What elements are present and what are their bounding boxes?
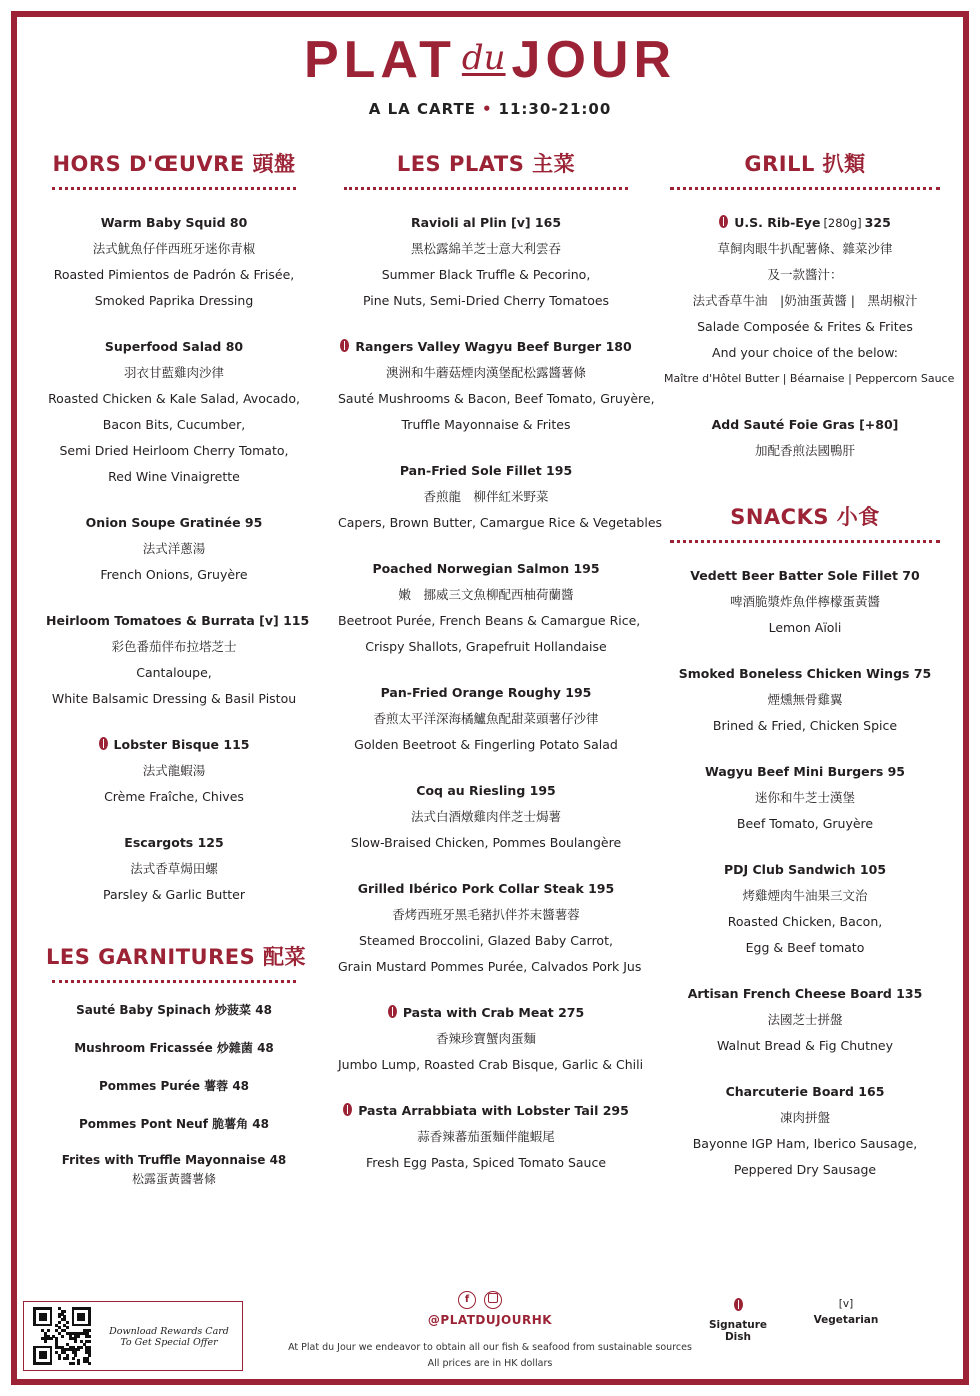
menu-item-line: Peppered Dry Sausage (733, 1162, 877, 1177)
menu-item-line: French Onions, Gruyère (100, 567, 248, 582)
menu-item-line: 香烤西班牙黑毛豬扒伴芥末醬薯蓉 (392, 907, 580, 922)
section-heading-garnitures: LES GARNITURES 配菜 (46, 945, 307, 969)
menu-item-title: Escargots 125 (124, 835, 224, 850)
menu-item-line: Maître d'Hôtel Butter | Béarnaise | Peppercorn Sauce (664, 372, 955, 385)
menu-item-line: Sauté Mushrooms & Bacon, Beef Tomato, Gruyère, (338, 391, 655, 406)
menu-item (46, 732, 302, 810)
dotted-divider (52, 980, 296, 983)
dotted-divider (52, 187, 296, 190)
menu-item-name (46, 830, 302, 856)
facebook-glyph: f (464, 1294, 470, 1305)
menu-item-name (664, 412, 946, 438)
menu-item (338, 1000, 644, 1078)
menu-item-line: 香辣珍寶蟹肉蛋麵 (435, 1031, 536, 1046)
menu-item (338, 1098, 634, 1176)
menu-item-line: Parsley & Garlic Butter (103, 887, 245, 902)
menu-item-name (338, 1000, 634, 1026)
menu-item-line: 法式龍蝦湯 (142, 763, 206, 778)
menu-item-title: Lobster Bisque 115 (113, 737, 250, 752)
list-item: Mushroom Fricassée 炒雜菌 48 (74, 1041, 274, 1055)
menu-item-line: Roasted Chicken, Bacon, (727, 914, 883, 929)
menu-item-name (46, 334, 302, 360)
menu-item-name (664, 759, 946, 785)
menu-item-line: Summer Black Truffle & Pecorino, (381, 267, 591, 282)
menu-item-name (338, 210, 634, 236)
menu-item-name (338, 680, 634, 706)
menu-item-line: Bacon Bits, Cucumber, (102, 417, 246, 432)
menu-item-line: 黑松露綿羊芝士意大利雲吞 (410, 241, 561, 256)
menu-item-line: 法式白酒燉雞肉伴芝士焗薯 (410, 809, 561, 824)
menu-item-title: Pan-Fried Sole Fillet 195 (399, 463, 573, 478)
menu-item-line: Red Wine Vinaigrette (108, 469, 240, 484)
column-les-plats (338, 145, 663, 1176)
menu-item-name (664, 857, 946, 883)
menu-item-line: Roasted Chicken & Kale Salad, Avocado, (48, 391, 300, 406)
menu-item-title: Wagyu Beef Mini Burgers 95 (704, 764, 906, 779)
menu-item-name (664, 981, 946, 1007)
legend-signature-label: Signature Dish (708, 1319, 768, 1343)
menu-item-line: Slow-Braised Chicken, Pommes Boulangère (350, 835, 622, 850)
menu-item-line: 彩色番茄伴布拉塔芝士 (111, 639, 237, 654)
menu-item-title: Smoked Boneless Chicken Wings 75 (678, 666, 932, 681)
menu-item-name (46, 732, 302, 758)
menu-item (46, 334, 302, 490)
dotted-divider (670, 540, 940, 543)
menu-item-line: 及一款醬汁： (767, 267, 843, 282)
legend-signature (696, 1298, 780, 1343)
menu-item (338, 876, 642, 980)
menu-item-title: Warm Baby Squid 80 (100, 215, 248, 230)
prices-note: All prices are in HK dollars (427, 1358, 553, 1369)
menu-item-line: Steamed Broccolini, Glazed Baby Carrot, (359, 933, 613, 948)
menu-item-title: U.S. Rib-Eye (734, 215, 821, 230)
menu-item-line: 香煎太平洋深海橘鱸魚配甜菜頭薯仔沙律 (373, 711, 599, 726)
menu-item-title: Grilled Ibérico Pork Collar Steak 195 (357, 881, 615, 896)
a-la-carte-label: A LA CARTE (368, 100, 476, 118)
menu-item-line: 迷你和牛芝士漢堡 (754, 790, 855, 805)
separator-dot: • (481, 100, 493, 118)
menu-item-line: 法國芝士拼盤 (767, 1012, 843, 1027)
vegetarian-mark: [v] (838, 1298, 854, 1310)
menu-item-line: White Balsamic Dressing & Basil Pistou (51, 691, 297, 706)
rewards-line-2: To Get Special Offer (120, 1337, 218, 1348)
signature-dish-icon (719, 215, 728, 228)
signature-dish-icon (343, 1103, 352, 1116)
facebook-icon[interactable] (458, 1291, 476, 1309)
menu-item (338, 556, 641, 660)
menu-item-line: 法式魷魚仔伴西班牙迷你青椒 (92, 241, 256, 256)
menu-item-price: 325 (864, 215, 891, 230)
menu-item-line: 草飼肉眼牛扒配薯條、雜菜沙律 (717, 241, 893, 256)
legend-vegetarian (808, 1298, 884, 1326)
menu-item-line: Beetroot Purée, French Beans & Camargue Rice, (338, 613, 641, 628)
menu-item-line: Crispy Shallots, Grapefruit Hollandaise (365, 639, 607, 654)
menu-item-line: Lemon Aïoli (768, 620, 842, 635)
signature-dish-icon (734, 1298, 743, 1311)
list-item-zh: 松露蛋黃醬薯條 (131, 1172, 216, 1186)
menu-item-line: 香煎龍 柳伴紅米野菜 (423, 489, 549, 504)
signature-dish-icon (388, 1005, 397, 1018)
menu-item-line: Bayonne IGP Ham, Iberico Sausage, (692, 1136, 918, 1151)
column-grill-snacks (664, 145, 955, 1183)
menu-item-title: Heirloom Tomatoes & Burrata [v] 115 (46, 613, 310, 628)
menu-item-title: Pasta with Crab Meat 275 (402, 1005, 585, 1020)
service-hours (0, 100, 980, 118)
column-hors-doeuvre (46, 145, 310, 1189)
menu-item-line: 煙燻無骨雞翼 (767, 692, 843, 707)
menu-item-name (338, 458, 634, 484)
title-du: du (461, 38, 506, 78)
menu-item-title: Pan-Fried Orange Roughy 195 (380, 685, 592, 700)
social-handle[interactable]: @PLATDUJOURHK (427, 1313, 553, 1327)
garnitures-list (46, 991, 302, 1189)
menu-item-title: Ravioli al Plin [v] 165 (410, 215, 562, 230)
rewards-card-box[interactable] (23, 1301, 243, 1371)
menu-item-name (664, 563, 946, 589)
menu-item-name (46, 510, 302, 536)
menu-item-line: Salade Composée & Frites & Frites (697, 319, 913, 334)
menu-item-title: PDJ Club Sandwich 105 (723, 862, 887, 877)
menu-item-line: 烤雞煙肉牛油果三文治 (742, 888, 868, 903)
menu-item-line: 法式香草牛油 |奶油蛋黃醬 | 黑胡椒汁 (692, 293, 918, 308)
menu-item-line: Smoked Paprika Dressing (94, 293, 254, 308)
menu-item-title: Coq au Riesling 195 (416, 783, 556, 798)
menu-item-line: Grain Mustard Pommes Purée, Calvados Pork Jus (338, 959, 642, 974)
dotted-divider (344, 187, 628, 190)
menu-item-title: Onion Soupe Gratinée 95 (85, 515, 263, 530)
menu-item-line: 嫩 挪威三文魚柳配西柚荷蘭醬 (398, 587, 574, 602)
menu-item-line: 啤酒脆漿炸魚伴檸檬蛋黃醬 (729, 594, 880, 609)
menu-item (664, 759, 946, 837)
menu-item-line: Beef Tomato, Gruyère (736, 816, 874, 831)
section-heading-hors-doeuvre: HORS D'ŒUVRE 頭盤 (52, 152, 296, 176)
signature-dish-icon (340, 339, 349, 352)
snacks-list (664, 563, 946, 1183)
menu-item-line: Capers, Brown Butter, Camargue Rice & Vegetables (338, 515, 663, 530)
menu-item (338, 334, 655, 438)
list-item: Pommes Pont Neuf 脆薯角 48 (78, 1117, 269, 1131)
menu-item-line: 法式香草焗田螺 (130, 861, 218, 876)
menu-item (338, 778, 634, 856)
page-title (0, 30, 980, 96)
instagram-glyph (488, 1293, 498, 1303)
menu-item-name (338, 1098, 634, 1124)
menu-item-line: Crème Fraîche, Chives (104, 789, 244, 804)
menu-item-name (338, 876, 634, 902)
menu-item-name (664, 661, 946, 687)
menu-item-line: Semi Dried Heirloom Cherry Tomato, (59, 443, 289, 458)
menu-item-title: Rangers Valley Wagyu Beef Burger 180 (355, 339, 632, 354)
hors-doeuvre-list (46, 210, 310, 908)
menu-item-title: Add Sauté Foie Gras [+80] (711, 417, 899, 432)
menu-item (338, 210, 634, 314)
menu-item-line: And your choice of the below: (712, 345, 898, 360)
menu-item-name (338, 778, 634, 804)
menu-item-title: Superfood Salad 80 (104, 339, 244, 354)
title-jour: JOUR (511, 31, 677, 89)
menu-item (46, 210, 302, 314)
menu-item-line: 羽衣甘藍雞肉沙律 (123, 365, 224, 380)
menu-item (338, 680, 634, 758)
section-heading-grill: GRILL 扒類 (744, 152, 866, 176)
menu-item-title: Vedett Beer Batter Sole Fillet 70 (690, 568, 920, 583)
menu-item-line: Brined & Fried, Chicken Spice (712, 718, 898, 733)
menu-item-title: Artisan French Cheese Board 135 (687, 986, 923, 1001)
instagram-icon[interactable] (484, 1291, 502, 1309)
menu-item-line: Cantaloupe, (136, 665, 212, 680)
menu-item-title: Charcuterie Board 165 (725, 1084, 885, 1099)
menu-item-title: Pasta Arrabbiata with Lobster Tail 295 (358, 1103, 629, 1118)
legend-vegetarian-label: Vegetarian (813, 1314, 879, 1326)
menu-item (664, 857, 946, 961)
menu-item-line: 法式洋蔥湯 (142, 541, 206, 556)
menu-item-line: Jumbo Lump, Roasted Crab Bisque, Garlic & Chili (338, 1057, 644, 1072)
menu-item-name (338, 556, 634, 582)
list-item-name: Frites with Truffle Mayonnaise 48 (61, 1153, 287, 1167)
menu-item-line: Roasted Pimientos de Padrón & Frisée, (53, 267, 295, 282)
qr-code-icon[interactable] (33, 1307, 91, 1365)
menu-item (664, 210, 955, 392)
menu-item-title: Poached Norwegian Salmon 195 (372, 561, 600, 576)
menu-item (46, 510, 302, 588)
list-item (46, 1151, 302, 1189)
menu-item (46, 608, 310, 712)
menu-item-line: Walnut Bread & Fig Chutney (717, 1038, 893, 1053)
grill-list (664, 210, 955, 464)
menu-item-name (664, 210, 946, 236)
menu-item (664, 563, 946, 641)
menu-item-line: Truffle Mayonnaise & Frites (401, 417, 571, 432)
rewards-line-1: Download Rewards Card (109, 1326, 229, 1337)
hours-label: 11:30-21:00 (498, 100, 612, 118)
list-item: Pommes Purée 薯蓉 48 (98, 1079, 250, 1093)
menu-item-line: Golden Beetroot & Fingerling Potato Salad (354, 737, 618, 752)
menu-item (338, 458, 663, 536)
title-plat: PLAT (303, 31, 456, 89)
menu-item-name (46, 608, 310, 634)
menu-item-line: Fresh Egg Pasta, Spiced Tomato Sauce (365, 1155, 607, 1170)
menu-item-name (338, 334, 634, 360)
dotted-divider (670, 187, 940, 190)
menu-item-name (46, 210, 302, 236)
menu-item-line: 蒜香辣蕃茄蛋麵伴龍蝦尾 (417, 1129, 555, 1144)
section-heading-les-plats: LES PLATS 主菜 (396, 152, 576, 176)
menu-item (46, 830, 302, 908)
menu-item-line: 凍肉拼盤 (779, 1110, 830, 1125)
rewards-text (106, 1326, 232, 1348)
menu-item-line: 加配香煎法國鴨肝 (754, 443, 855, 458)
sustainability-note: At Plat du Jour we endeavor to obtain all our fish & seafood from sustainable sources (288, 1342, 692, 1353)
list-item: Sauté Baby Spinach 炒菠菜 48 (76, 1003, 272, 1017)
menu-item-line: Pine Nuts, Semi-Dried Cherry Tomatoes (362, 293, 610, 308)
menu-item (664, 1079, 946, 1183)
menu-item (664, 412, 946, 464)
social-icons (456, 1291, 516, 1311)
les-plats-list (338, 210, 663, 1176)
signature-dish-icon (99, 737, 108, 750)
menu-item-name (664, 1079, 946, 1105)
menu-item (664, 981, 946, 1059)
menu-item (664, 661, 946, 739)
menu-item-weight: [280g] (823, 216, 862, 230)
section-heading-snacks: SNACKS 小食 (730, 505, 880, 529)
menu-item-line: 澳洲和牛蘑菇煙肉漢堡配松露醬薯條 (385, 365, 586, 380)
menu-item-line: Egg & Beef tomato (745, 940, 865, 955)
